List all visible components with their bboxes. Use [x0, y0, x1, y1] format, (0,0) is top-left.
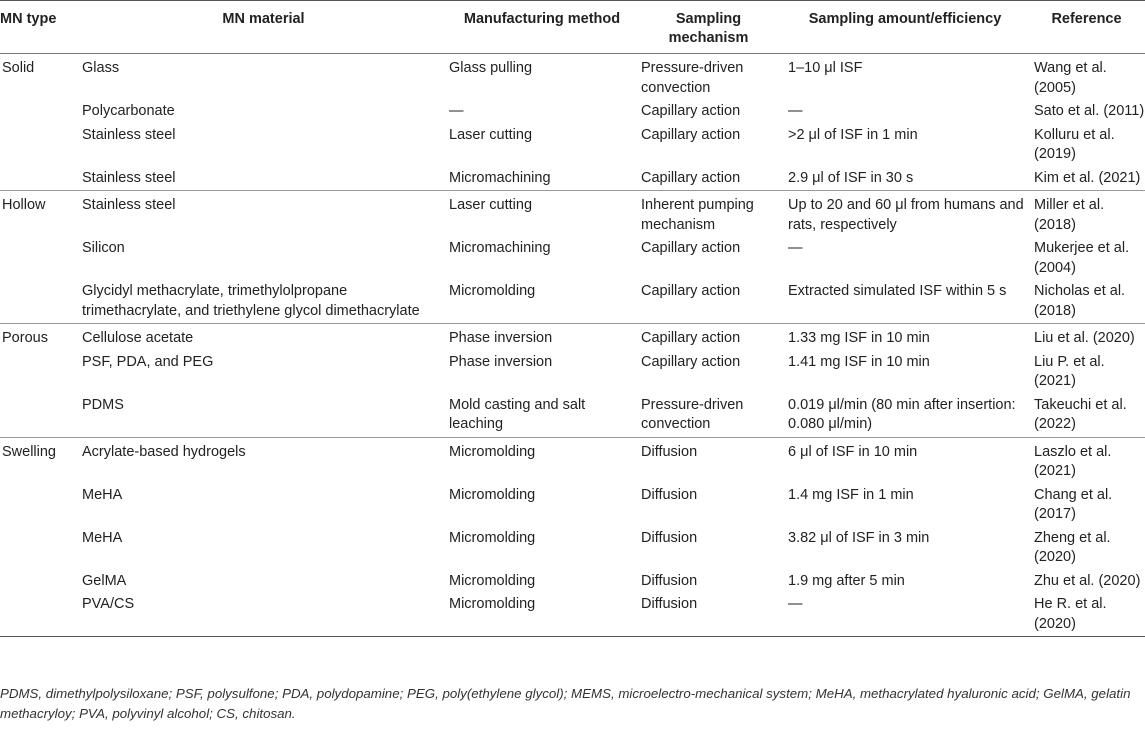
mn-material-cell: Silicon	[82, 240, 125, 256]
reference-cell: Laszlo et al. (2021)	[1034, 443, 1112, 479]
mn-material-cell: PSF, PDA, and PEG	[82, 353, 214, 370]
mn-type-cell: Porous	[2, 330, 48, 346]
table-row	[0, 570, 1145, 594]
manufacturing-method-cell: Laser cutting	[449, 126, 533, 143]
manufacturing-method-cell: Mold casting and salt leaching	[449, 396, 586, 432]
reference-cell: Zheng et al. (2020)	[1034, 529, 1111, 565]
sampling-amount-cell: >2 μl of ISF in 1 min	[788, 126, 918, 143]
mn-type-cell	[0, 593, 78, 637]
sampling-amount-cell: 2.9 μl of ISF in 30 s	[788, 169, 914, 186]
sampling-amount-cell: 3.82 μl of ISF in 3 min	[788, 529, 930, 546]
manufacturing-method-cell: Micromachining	[449, 240, 551, 256]
sampling-mechanism-cell: Pressure-driven convection	[641, 396, 744, 432]
reference-cell: He R. et al. (2020)	[1034, 596, 1107, 632]
mn-material-cell: GelMA	[82, 572, 127, 589]
header-manufacturing-method: Manufacturing method	[463, 11, 621, 27]
reference-cell: Kim et al. (2021)	[1034, 169, 1141, 186]
table-row	[0, 437, 1145, 484]
manufacturing-method-cell: Micromolding	[449, 486, 536, 503]
mn-material-cell: Polycarbonate	[82, 103, 175, 119]
mn-material-cell: Glass	[82, 60, 120, 76]
table-row	[0, 237, 1145, 280]
table-row	[0, 280, 1145, 324]
mn-type-cell: Solid	[2, 60, 35, 76]
sampling-mechanism-cell: Diffusion	[641, 572, 698, 589]
manufacturing-method-cell: Micromolding	[449, 572, 536, 589]
mn-material-cell: Stainless steel	[82, 126, 176, 143]
table-row	[0, 527, 1145, 570]
table-row	[0, 324, 1145, 351]
mn-type-cell: Hollow	[2, 197, 46, 213]
mn-type-cell	[0, 124, 78, 167]
sampling-amount-cell: Extracted simulated ISF within 5 s	[788, 283, 1007, 299]
manufacturing-method-cell: Micromolding	[449, 529, 536, 546]
sampling-mechanism-cell: Diffusion	[641, 529, 698, 546]
sampling-mechanism-cell: Capillary action	[641, 126, 741, 143]
header-reference: Reference	[1051, 11, 1122, 27]
sampling-mechanism-cell: Capillary action	[641, 353, 741, 370]
table-row	[0, 54, 1145, 101]
mn-type-cell	[0, 484, 78, 527]
sampling-amount-cell: 1–10 μl ISF	[788, 60, 863, 76]
mn-type-cell	[0, 394, 78, 438]
table-row	[0, 191, 1145, 238]
sampling-mechanism-cell: Diffusion	[641, 596, 698, 612]
sampling-amount-cell: 1.33 mg ISF in 10 min	[788, 330, 930, 346]
mn-type-cell	[0, 570, 78, 594]
reference-cell: Mukerjee et al. (2004)	[1034, 240, 1130, 276]
sampling-amount-cell: 0.019 μl/min (80 min after insertion: 0.080 μl/min)	[788, 396, 1016, 432]
sampling-amount-cell: Up to 20 and 60 μl from humans and rats, respectively	[788, 197, 1024, 233]
table-row	[0, 351, 1145, 394]
sampling-mechanism-cell: Pressure-driven convection	[641, 60, 744, 96]
reference-cell: Liu et al. (2020)	[1034, 330, 1135, 346]
mn-type-cell	[0, 167, 78, 191]
mn-material-cell: Cellulose acetate	[82, 330, 194, 346]
sampling-amount-cell: —	[788, 240, 803, 256]
manufacturing-method-cell: Phase inversion	[449, 353, 553, 370]
reference-cell: Takeuchi et al. (2022)	[1034, 396, 1127, 432]
sampling-mechanism-cell: Capillary action	[641, 169, 741, 186]
sampling-mechanism-cell: Capillary action	[641, 103, 741, 119]
sampling-amount-cell: 1.41 mg ISF in 10 min	[788, 353, 930, 370]
sampling-mechanism-cell: Capillary action	[641, 240, 741, 256]
mn-material-cell: Acrylate-based hydrogels	[82, 443, 246, 460]
table-body	[0, 54, 1145, 637]
reference-cell: Miller et al. (2018)	[1034, 197, 1105, 233]
mn-type-cell	[0, 100, 78, 124]
mn-type-cell	[0, 351, 78, 394]
table-row	[0, 593, 1145, 637]
mn-material-cell: PVA/CS	[82, 596, 135, 612]
header-sampling-amount: Sampling amount/efficiency	[808, 11, 1002, 27]
header-mn-material: MN material	[222, 11, 305, 27]
sampling-amount-cell: 1.9 mg after 5 min	[788, 572, 905, 589]
mn-type-cell	[0, 280, 78, 324]
manufacturing-method-cell: Laser cutting	[449, 197, 533, 213]
table-row	[0, 394, 1145, 438]
manufacturing-method-cell: Glass pulling	[449, 60, 533, 76]
table-row	[0, 484, 1145, 527]
mn-material-cell: MeHA	[82, 529, 123, 546]
table-row	[0, 124, 1145, 167]
manufacturing-method-cell: Phase inversion	[449, 330, 553, 346]
sampling-amount-cell: 1.4 mg ISF in 1 min	[788, 486, 914, 503]
reference-cell: Wang et al. (2005)	[1034, 60, 1107, 96]
sampling-amount-cell: —	[788, 596, 803, 612]
mn-material-cell: MeHA	[82, 486, 123, 503]
sampling-mechanism-cell: Capillary action	[641, 330, 741, 346]
header-row	[0, 1, 1145, 54]
mn-material-cell: Stainless steel	[82, 169, 176, 186]
header-mn-type: MN type	[0, 11, 57, 27]
mn-material-cell: Glycidyl methacrylate, trimethylolpropane trimethacrylate, and triethylene glycol dimethacrylate	[82, 283, 420, 319]
mn-type-cell	[0, 527, 78, 570]
manufacturing-method-cell: Micromolding	[449, 596, 536, 612]
sampling-amount-cell: 6 μl of ISF in 10 min	[788, 443, 918, 460]
sampling-mechanism-cell: Inherent pumping mechanism	[641, 197, 754, 233]
reference-cell: Sato et al. (2011)	[1034, 103, 1145, 119]
table-footnote: PDMS, dimethylpolysiloxane; PSF, polysulfone; PDA, polydopamine; PEG, poly(ethylene glycol); MEMS, microelectro-mechanical system; MeHA, methacrylated hyaluronic acid; GelMA, gelatin methacryloy; PVA, polyvinyl alcohol; CS, chitosan.	[0, 686, 1131, 721]
manufacturing-method-cell: Micromolding	[449, 283, 536, 299]
reference-cell: Zhu et al. (2020)	[1034, 572, 1141, 589]
reference-cell: Liu P. et al. (2021)	[1034, 353, 1105, 389]
sampling-mechanism-cell: Diffusion	[641, 486, 698, 503]
mn-type-cell: Swelling	[2, 443, 56, 460]
mn-material-cell: Stainless steel	[82, 197, 176, 213]
manufacturing-method-cell: Micromolding	[449, 443, 536, 460]
header-sampling-mechanism: Sampling mechanism	[668, 11, 749, 46]
sampling-amount-cell: —	[788, 103, 803, 119]
table-row	[0, 167, 1145, 191]
reference-cell: Kolluru et al. (2019)	[1034, 126, 1115, 162]
sampling-mechanism-cell: Diffusion	[641, 443, 698, 460]
mn-type-cell	[0, 237, 78, 280]
manufacturing-method-cell: —	[449, 103, 464, 119]
reference-cell: Nicholas et al. (2018)	[1034, 283, 1126, 319]
reference-cell: Chang et al. (2017)	[1034, 486, 1113, 522]
table-row	[0, 100, 1145, 124]
mn-material-cell: PDMS	[82, 396, 124, 413]
sampling-mechanism-cell: Capillary action	[641, 283, 741, 299]
manufacturing-method-cell: Micromachining	[449, 169, 551, 186]
